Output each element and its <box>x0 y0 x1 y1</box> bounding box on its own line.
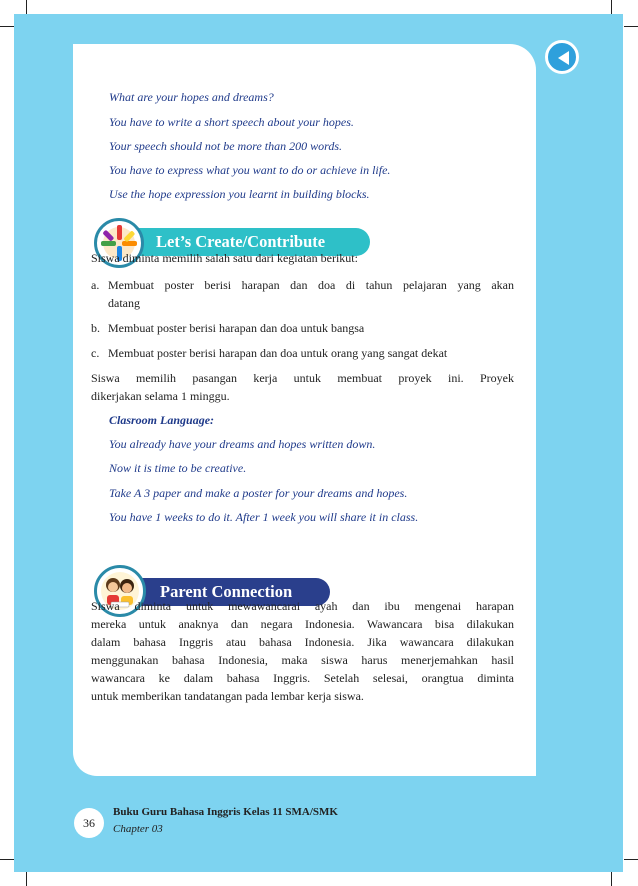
classroom-line: You have 1 weeks to do it. After 1 week you will share it in class. <box>109 510 419 524</box>
crop-mark <box>611 872 612 886</box>
classroom-heading: Clasroom Language: <box>109 413 215 427</box>
option-marker: b. <box>91 321 100 335</box>
pair-text: dikerjakan selama 1 minggu. <box>91 389 230 403</box>
book-title: Buku Guru Bahasa Inggris Kelas 11 SMA/SMK <box>113 806 338 818</box>
classroom-line: Now it is time to be creative. <box>109 461 247 475</box>
option-text: Membuat poster berisi harapan dan doa untuk orang yang sangat dekat <box>108 346 448 360</box>
intro-line: Your speech should not be more than 200 words. <box>109 139 343 153</box>
page-number: 36 <box>74 808 104 838</box>
parent-paragraph-line: dalam bahasa Inggris atau bahasa Indonesia. Jika wawancara dilakukan <box>91 635 514 649</box>
intro-line: You have to write a short speech about your hopes. <box>109 115 354 129</box>
intro-line: You have to express what you want to do or achieve in life. <box>109 163 391 177</box>
parent-paragraph-line: menggunakan bahasa Indonesia, maka siswa harus menerjemahkan hasil <box>91 653 514 667</box>
crop-mark <box>624 26 638 27</box>
crop-mark <box>0 26 14 27</box>
option-text: datang <box>108 296 140 310</box>
back-arrow-icon <box>558 51 569 65</box>
intro-line: What are your hopes and dreams? <box>109 90 274 104</box>
option-text: Membuat poster berisi harapan dan doa untuk bangsa <box>108 321 365 335</box>
section-title: Let’s Create/Contribute <box>156 232 326 251</box>
intro-line: Use the hope expression you learnt in building blocks. <box>109 187 370 201</box>
classroom-line: Take A 3 paper and make a poster for your dreams and hopes. <box>109 486 408 500</box>
chapter-label: Chapter 03 <box>113 823 163 835</box>
parent-paragraph-line: mereka untuk anaknya dan negara Indonesia. Wawancara bisa dilakukan <box>91 617 514 631</box>
section-title: Parent Connection <box>160 582 293 601</box>
crop-mark <box>611 0 612 14</box>
parent-paragraph-line: Siswa diminta untuk mewawancarai ayah dan ibu mengenai harapan <box>91 599 514 613</box>
option-marker: a. <box>91 278 100 292</box>
classroom-line: You already have your dreams and hopes written down. <box>109 437 376 451</box>
parent-paragraph-line: untuk memberikan tandatangan pada lembar kerja siswa. <box>91 689 364 703</box>
crop-mark <box>0 859 14 860</box>
pair-text: Siswa memilih pasangan kerja untuk membuat proyek ini. Proyek <box>91 371 514 385</box>
crop-mark <box>26 0 27 14</box>
crop-mark <box>26 872 27 886</box>
option-marker: c. <box>91 346 100 360</box>
back-button[interactable] <box>545 40 579 74</box>
parent-paragraph-line: wawancara ke dalam bahasa Inggris. Setelah selesai, orangtua diminta <box>91 671 514 685</box>
crop-mark <box>624 859 638 860</box>
create-intro: Siswa diminta memilih salah satu dari kegiatan berikut: <box>91 251 358 265</box>
option-text: Membuat poster berisi harapan dan doa di tahun pelajaran yang akan <box>108 278 514 292</box>
